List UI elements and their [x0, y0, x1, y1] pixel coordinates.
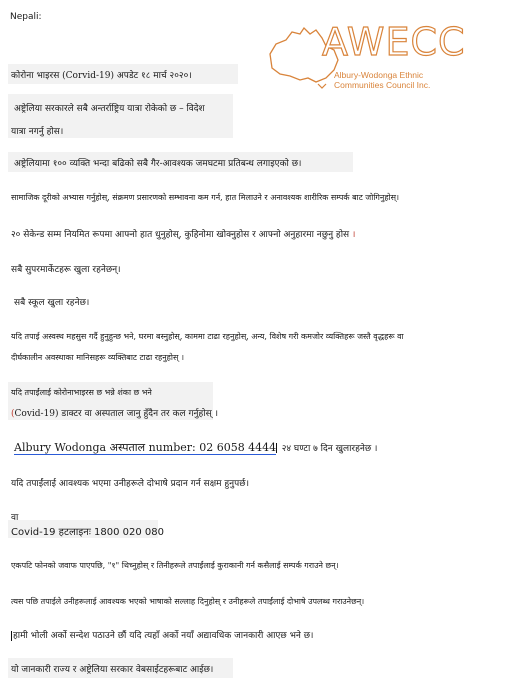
paragraph-next-message [11, 628, 313, 641]
paragraph-hand-washing [11, 227, 355, 240]
paragraph-social-distancing: सामाजिक दूरीको अभ्यास गर्नुहोस्, संक्रमण प्रसारणको सम्भावना कम गर्न, हात मिलाउने र अनावश्यक शारीरिक सम्पर्क बाट जोगिनुहोस्। [11, 193, 400, 202]
paragraph-travel-ban-cont: यात्रा नगर्नु होस। [11, 127, 64, 137]
logo-wordmark: AWECC [322, 20, 466, 64]
paragraph-stay-home: यदि तपाई अस्वस्थ महसुस गर्दै हुनुहुन्छ भने, घरमा बस्नुहोस्, काममा टाढा रहनुहोस्, अन्य, विशेष गरी कमजोर व्यक्तिहरू जस्तै वृद्धहरू वा [11, 332, 404, 341]
paragraph-suspect-covid: यदि तपाईंलाई कोरोनाभाइरस छ भन्ने शंका छ भने [11, 388, 152, 397]
paragraph-gatherings: अष्ट्रेलियामा १०० व्यक्ति भन्दा बढिको सबै गैर-आवश्यक जमघटमा प्रतिबन्ध लगाइएको छ। [14, 159, 302, 169]
text-cursor [276, 443, 277, 453]
paragraph-interpreter: यदि तपाईंलाई आवश्यक भएमा उनीहरूले दोभाषे प्रदान गर्न सक्षम हुनुपर्छ। [11, 479, 250, 489]
hand-washing-text: २० सेकेन्ड सम्म नियमित रूपमा आफ्नो हात धुनुहोस्, कुहिनोमा खोक्नुहोस र आफ्नो अनुहारमा नछुनु होस [11, 230, 350, 240]
paragraph-hotline: Covid-19 हटलाइनः 1800 020 080 [11, 527, 165, 538]
paragraph-schools: सबै स्कूल खुला रहनेछ। [14, 298, 90, 308]
call-doctor-text: Covid-19) डाक्टर वा अस्पताल जानु हुँदैन तर कल गर्नुहोस् । [14, 409, 219, 419]
paragraph-call-doctor [11, 406, 218, 419]
red-paren: ( [11, 409, 15, 419]
paragraph-hospital-number [14, 440, 377, 455]
paragraph-update-date: कोरोना भाइरस (Corvid-19) अपडेट १८ मार्च २०२०। [11, 71, 192, 81]
paragraph-or: वा [11, 513, 19, 523]
logo-subtitle-line1: Albury-Wodonga Ethnic [334, 70, 424, 80]
paragraph-supermarkets: सबै सुपरमार्केटहरू खुला रहनेछन्। [11, 265, 121, 275]
next-message-text: हामी भोली अर्को सन्देश पठाउने छौं यदि त्यहाँ अर्को नयाँ अद्यावधिक जानकारी आएछ भने छ। [13, 631, 314, 641]
red-punctuation: । [352, 230, 356, 240]
paragraph-press-one: एकपटि फोनको जवाफ पाएपछि, "१" थिच्नुहोस् र तिनीहरूले तपाईंलाई कुराकानी गर्न कसैलाई सम्पर्क गराउने छन्। [11, 561, 339, 570]
paragraph-source: यो जानकारी राज्य र अष्ट्रेलिया सरकार वेबसाईटहरूबाट आईछ। [11, 665, 214, 675]
text-cursor [11, 631, 12, 641]
logo-subtitle [334, 70, 430, 90]
paragraph-language-advice: त्यस पछि तपाईले उनीहरूलाई आवश्यक भएको भाषाको सल्लाह दिनुहोस् र उनीहरूले तपाईंलाई दोभाषे उपलब्ध गराउनेछन्। [11, 597, 365, 606]
paragraph-stay-home-cont: दीर्घकालीन अवस्थाका मानिसहरू व्यक्तिबाट टाढा रहनुहोस् । [11, 353, 184, 362]
language-label: Nepali: [10, 12, 42, 22]
hospital-hours: २४ घण्टा ७ दिन खुलारहनेछ । [281, 444, 378, 454]
awecc-logo [262, 18, 466, 96]
hospital-phone[interactable]: Albury Wodonga अस्पताल number: 02 6058 4444 [14, 441, 277, 454]
paragraph-travel-ban: अष्ट्रेलिया सरकारले सबै अन्तर्राष्ट्रिय यात्रा रोकेको छ – विदेश [14, 104, 205, 114]
logo-subtitle-line2: Communities Council Inc. [334, 80, 431, 90]
